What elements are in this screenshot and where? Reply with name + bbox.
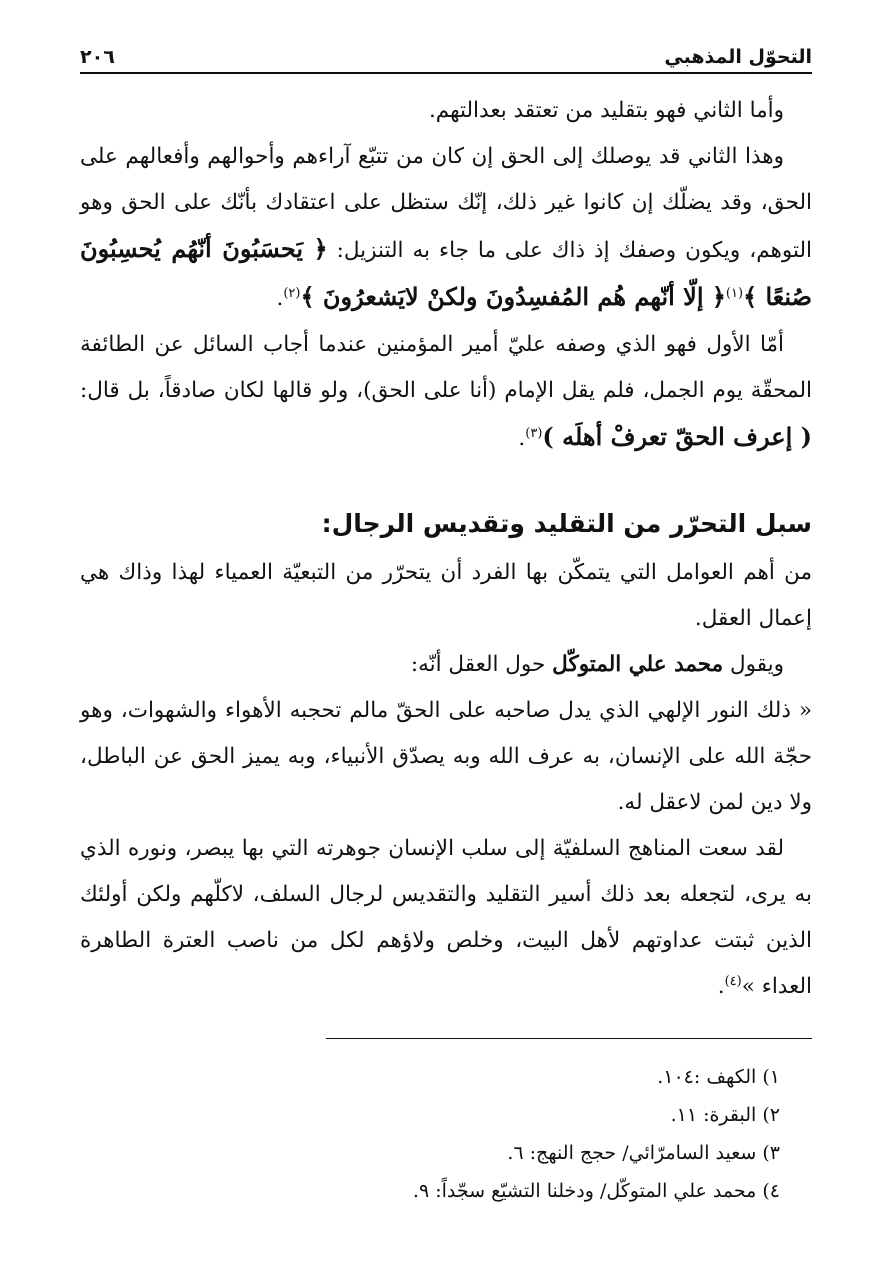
footnote-item: ٤) محمد علي المتوكّل/ ودخلنا التشيّع سجّداً: ٩.	[412, 1180, 780, 1202]
running-title: التحوّل المذهبي	[664, 46, 812, 68]
paragraph	[80, 134, 812, 322]
punctuation: .	[276, 286, 284, 311]
footnote-item: ١) الكهف :١٠٤.	[657, 1066, 780, 1088]
paragraph	[80, 826, 812, 1010]
quran-verse: ﴿ إلّا أنّهم هُم المُفسِدُونَ ولكنْ لايَشعرُونَ ﴾	[300, 282, 726, 311]
paragraph-text: حول العقل أنّه:	[410, 652, 553, 677]
paragraph-text: لقد سعت المناهج السلفيّة إلى سلب الإنسان جوهرته التي بها يبصر، ونوره الذي به يرى، لتجعله بعد ذلك أسير التقليد والتقديس لرجال السلف، لاكلّهم ولكن أولئك الذين ثبتت عداوتهم لأهل البيت، وخلص ولاؤهم لكل من ناصب العترة الطاهرة العداء »	[80, 836, 812, 999]
quran-verse: ﴿ يَحسَبُونَ أنّهُم يُحسِبُونَ صُنعًا ﴾	[80, 234, 812, 311]
author-name: محمد علي المتوكّل	[552, 652, 724, 677]
footnote-item: ٢) البقرة: ١١.	[670, 1104, 780, 1126]
punctuation: .	[518, 426, 526, 451]
page-header	[80, 34, 812, 74]
page-number: ٢٠٦	[80, 46, 115, 68]
paragraph	[80, 322, 812, 462]
footnote-ref: (٤)	[724, 973, 742, 989]
footnote-ref: (٣)	[525, 425, 543, 441]
paragraph: من أهم العوامل التي يتمكّن بها الفرد أن يتحرّر من التبعيّة العمياء لهذا وذاك هي إعمال العقل.	[80, 560, 812, 631]
footnote-ref: (٢)	[283, 285, 301, 301]
paragraph: « ذلك النور الإلهي الذي يدل صاحبه على الحقّ مالم تحجبه الأهواء والشهوات، وهو حجّة الله على الإنسان، به عرف الله وبه يصدّق الأنبياء، وبه يميز الحق عن الباطل، ولا دين لمن لاعقل له.	[80, 698, 812, 815]
footnotes	[80, 1058, 780, 1210]
footnote-divider	[326, 1038, 812, 1039]
footnote-ref: (١)	[725, 285, 744, 301]
paragraph-text: ويقول	[723, 652, 784, 677]
hadith-quote: ( إعرف الحقّ تعرفْ أهلَه )	[542, 422, 812, 451]
paragraph-text: وهذا الثاني قد يوصلك إلى الحق إن كان من تتبّع آراءهم وأحوالهم وأفعالهم على الحق، وقد يضلّك إن كانوا غير ذلك، إنّك ستظل على اعتقادك بأنّك على الحق وهو التوهم، ويكون وصفك إذ ذاك على ما جاء به التنزيل:	[80, 144, 812, 263]
punctuation: .	[717, 974, 725, 999]
paragraph-text: أمّا الأول فهو الذي وصفه عليّ أمير المؤمنين عندما أجاب السائل عن الطائفة المحقّة يوم الجمل، فلم يقل الإمام (أنا على الحق)، ولو قالها لكان صادقاً، بل قال:	[80, 332, 812, 403]
section-heading: سبل التحرّر من التقليد وتقديس الرجال:	[321, 509, 812, 538]
paragraph: وأما الثاني فهو بتقليد من تعتقد بعدالتهم.	[428, 98, 784, 123]
footnote-item: ٣) سعيد السامرّائي/ حجج النهج: ٦.	[507, 1142, 780, 1164]
body-text	[80, 88, 812, 1010]
paragraph	[80, 642, 812, 688]
